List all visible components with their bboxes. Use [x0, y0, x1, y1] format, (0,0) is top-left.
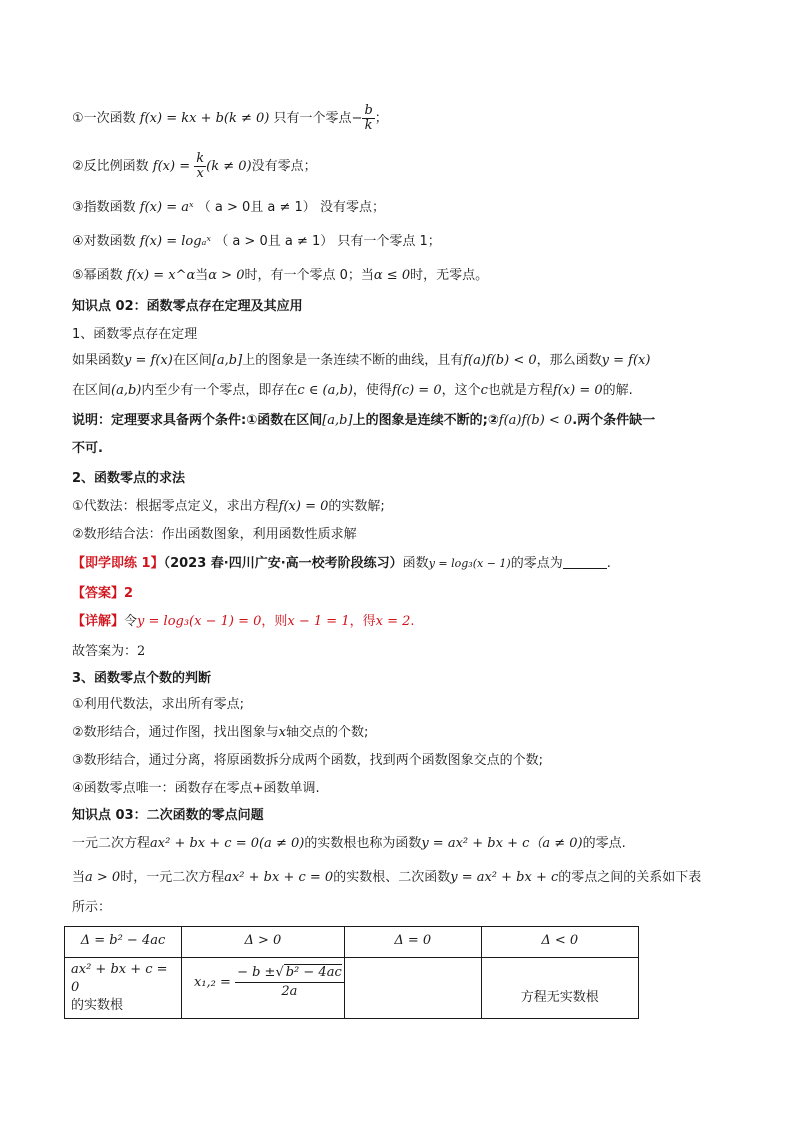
log-cond: （ a > 0且 a ≠ 1）	[215, 234, 334, 249]
formula: y = log₃(x − 1) = 0	[137, 614, 262, 629]
text: 令	[124, 614, 138, 629]
linear-text: 只有一个零点	[273, 111, 352, 126]
text: 轴交点的个数;	[286, 725, 369, 740]
practice-tag: 【即学即练 1】	[72, 556, 164, 571]
frac-den: k	[364, 118, 373, 133]
note-line1	[72, 411, 655, 431]
text: 如果函数	[72, 353, 125, 368]
table-header-cell	[344, 927, 481, 958]
table-row	[65, 958, 639, 1019]
text: 在区间	[172, 353, 212, 368]
text: 一元二次方程	[72, 836, 151, 851]
theorem-paragraph-line1	[72, 351, 650, 371]
text: 上的图象是一条连续不断的曲线，且有	[242, 353, 464, 368]
subheading-theorem: 1、函数零点存在定理	[72, 327, 198, 342]
text: 的零点为	[510, 556, 563, 571]
power-text: 当	[195, 268, 209, 283]
subheading-count: 3、函数零点个数的判断	[72, 671, 212, 686]
text: ，使得	[352, 383, 392, 398]
inverse-label: ②反比例函数	[72, 159, 149, 174]
count-item-2	[72, 723, 368, 743]
formula: y = f(x)	[601, 353, 651, 368]
formula: y = log₃(x − 1)	[428, 557, 511, 570]
formula: x	[278, 725, 286, 740]
text: ①代数法：根据零点定义，求出方程	[72, 499, 279, 514]
delta-negative-header: Δ < 0	[541, 933, 579, 948]
formula: c	[480, 383, 488, 398]
text: 当	[72, 870, 86, 885]
kp03-paragraph-line2	[72, 868, 701, 888]
text: 上的图象是连续不断的;②	[352, 413, 499, 428]
formula-lhs: x₁,₂ =	[194, 975, 231, 990]
delta-zero-header: Δ = 0	[394, 933, 432, 948]
formula: ax² + bx + c = 0	[224, 870, 334, 885]
fraction-b-over-k	[362, 104, 374, 133]
table-cell	[344, 958, 481, 1019]
text: 函数	[402, 556, 429, 571]
count-item-3: ③数形结合，通过分离，将原函数拆分成两个函数，找到两个函数图象交点的个数;	[72, 753, 544, 768]
text: 时，一元二次方程	[120, 870, 225, 885]
method-algebra	[72, 497, 385, 517]
frac-num: k	[196, 151, 205, 166]
table-header-row	[65, 927, 639, 958]
power-cond2: α ≤ 0	[373, 268, 411, 283]
method-graph: ②数形结合法：作出函数图象，利用函数性质求解	[72, 527, 357, 542]
kp03-paragraph-line3: 所示：	[72, 900, 112, 915]
no-real-roots-text: 方程无实数根	[520, 990, 599, 1005]
text: 的解.	[602, 383, 633, 398]
answer-blank	[563, 556, 607, 569]
formula: y = ax² + bx + c	[421, 836, 530, 851]
text: ，那么函数	[536, 353, 602, 368]
formula: f(x) = 0	[278, 499, 329, 514]
formula: [a,b]	[211, 353, 243, 368]
inverse-cond: (k ≠ 0)	[206, 159, 252, 174]
formula: [a,b]	[322, 413, 353, 428]
exp-suffix: 没有零点；	[319, 200, 385, 215]
practice-source: （2023 春·四川广安·高一校考阶段练习）	[163, 556, 403, 571]
value: 2	[137, 644, 146, 659]
quadratic-formula-fraction	[235, 964, 344, 1001]
formula-radicand: b² − 4ac	[285, 965, 342, 980]
section-heading-kp02: 知识点 02：函数零点存在定理及其应用	[72, 299, 303, 314]
root-formula	[182, 958, 344, 1001]
formula: ax² + bx + c = 0(a ≠ 0)	[150, 836, 305, 851]
text: ，则	[261, 614, 288, 629]
conclusion-line	[72, 642, 145, 662]
exp-formula: f(x) = aˣ	[139, 200, 194, 215]
log-suffix: 只有一个零点 1；	[337, 234, 441, 249]
formula: f(x) = 0	[552, 383, 603, 398]
text: ，这个	[441, 383, 481, 398]
inverse-function-line	[72, 152, 317, 181]
linear-formula: f(x) = kx + b(k ≠ 0)	[139, 111, 270, 126]
text: 的实数根、二次函数	[333, 870, 451, 885]
text: 的零点.	[582, 836, 626, 851]
log-label: ④对数函数	[72, 234, 136, 249]
neg-sign: −	[351, 111, 363, 126]
formula: c ∈ (a,b)	[297, 383, 353, 398]
text: 的实数解;	[328, 499, 385, 514]
power-function-line	[72, 266, 488, 286]
exp-function-line	[72, 198, 385, 218]
table-header-cell	[65, 927, 182, 958]
table-cell	[481, 958, 638, 1019]
power-label: ⑤幂函数	[72, 268, 123, 283]
formula: x = 2	[375, 614, 411, 629]
formula-den: 2a	[281, 984, 298, 999]
text: ，得	[349, 614, 376, 629]
text: .两个条件缺一	[572, 413, 656, 428]
log-formula: f(x) = logₐˣ	[139, 234, 212, 249]
theorem-paragraph-line2	[72, 381, 633, 401]
discriminant-header: Δ = b² − 4ac	[80, 933, 166, 948]
section-heading-kp03: 知识点 03：二次函数的零点问题	[72, 808, 264, 823]
formula-num: − b ±	[237, 965, 276, 980]
practice-line	[72, 554, 611, 574]
linear-label: ①一次函数	[72, 111, 136, 126]
formula: (a,b)	[111, 383, 142, 398]
kp03-paragraph-line1	[72, 834, 626, 854]
delta-positive-header: Δ > 0	[244, 933, 282, 948]
exp-cond: （ a > 0且 a ≠ 1）	[197, 200, 316, 215]
frac-den: x	[196, 166, 204, 181]
table-cell	[65, 958, 182, 1019]
sqrt-icon: √	[275, 965, 284, 980]
table-header-cell	[182, 927, 345, 958]
formula: f(c) = 0	[391, 383, 442, 398]
note-line2: 不可.	[72, 441, 103, 456]
inverse-lhs: f(x) =	[152, 159, 191, 174]
inverse-suffix: 没有零点；	[251, 159, 317, 174]
formula: y = f(x)	[124, 353, 173, 368]
log-function-line	[72, 232, 441, 252]
fraction-k-over-x	[194, 152, 206, 181]
linear-function-line	[72, 104, 388, 133]
answer-tag: 【答案】	[72, 586, 125, 601]
text: 故答案为：	[72, 644, 138, 659]
text: 的零点之间的关系如下表	[558, 870, 702, 885]
text: 内至少有一个零点，即存在	[141, 383, 298, 398]
text: 的实数根也称为函数	[304, 836, 422, 851]
answer-line	[72, 584, 133, 604]
answer-value: 2	[124, 586, 134, 601]
text: ②数形结合，通过作图，找出图象与	[72, 725, 279, 740]
exp-label: ③指数函数	[72, 200, 136, 215]
formula: f(a)f(b) < 0	[498, 413, 573, 428]
formula: y = ax² + bx + c	[450, 870, 559, 885]
detail-line	[72, 612, 415, 632]
power-formula: f(x) = x^α	[126, 268, 196, 283]
frac-num: b	[364, 103, 373, 118]
quadratic-roots-table	[64, 926, 639, 1019]
power-text: 时，有一个零点 0；当	[244, 268, 374, 283]
detail-tag: 【详解】	[72, 614, 125, 629]
formula: （a ≠ 0)	[529, 836, 583, 851]
text: 说明：定理要求具备两个条件:①函数在区间	[72, 413, 323, 428]
power-cond1: α > 0	[208, 268, 245, 283]
formula: x − 1 = 1	[287, 614, 350, 629]
text: .	[606, 556, 611, 571]
subheading-methods: 2、函数零点的求法	[72, 471, 186, 486]
linear-suffix: ；	[374, 111, 388, 126]
text: 在区间	[72, 383, 112, 398]
table-header-cell	[481, 927, 638, 958]
formula: a > 0	[85, 870, 121, 885]
roots-label: 的实数根	[71, 998, 124, 1013]
equation-label: ax² + bx + c = 0	[71, 962, 168, 995]
formula: f(a)f(b) < 0	[463, 353, 537, 368]
table-cell	[182, 958, 345, 1019]
count-item-4: ④函数零点唯一：函数存在零点+函数单调.	[72, 781, 320, 796]
text: 也就是方程	[487, 383, 553, 398]
count-item-1: ①利用代数法，求出所有零点;	[72, 697, 245, 712]
power-suffix: 时，无零点。	[410, 268, 489, 283]
text: .	[410, 614, 415, 629]
